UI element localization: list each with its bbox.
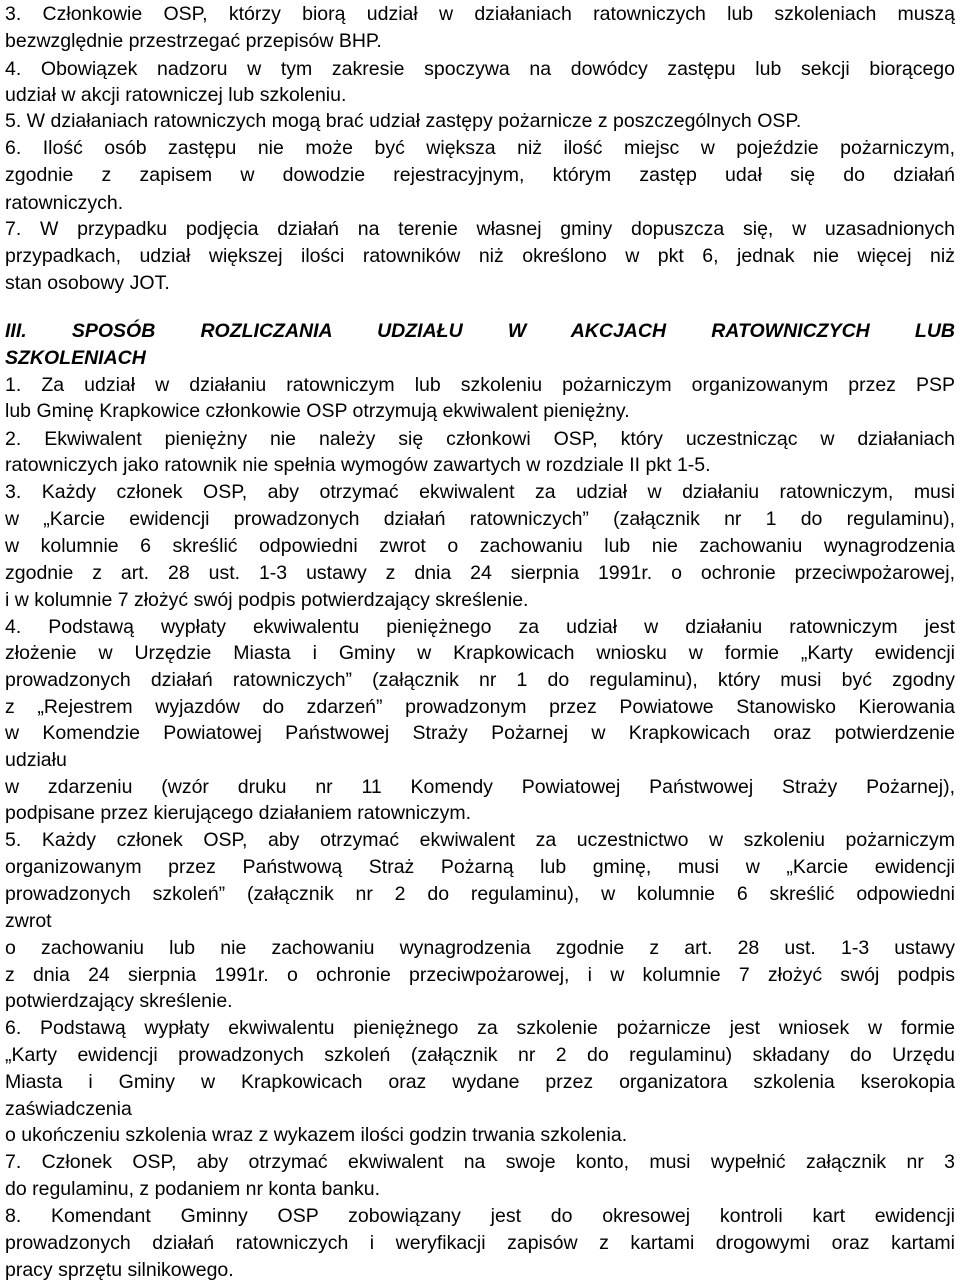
- paragraph-line: 7. Członek OSP, aby otrzymać ekwiwalent na swoje konto, musi wypełnić załącznik nr 3: [5, 1151, 955, 1173]
- paragraph-line: w kolumnie 6 skreślić odpowiedni zwrot o zachowaniu lub nie zachowaniu wynagrodzenia: [5, 535, 955, 557]
- paragraph-line: 8. Komendant Gminny OSP zobowiązany jest do okresowej kontroli kart ewidencji: [5, 1205, 955, 1227]
- paragraph-line: zgodnie z zapisem w dowodzie rejestracyjnym, którym zastęp udał się do działań: [5, 164, 955, 186]
- paragraph-line: bezwzględnie przestrzegać przepisów BHP.: [5, 30, 382, 52]
- paragraph-line: 3. Każdy członek OSP, aby otrzymać ekwiwalent za udział w działaniu ratowniczym, musi: [5, 481, 955, 503]
- paragraph-line: 2. Ekwiwalent pieniężny nie należy się członkowi OSP, który uczestnicząc w działaniach: [5, 428, 955, 450]
- paragraph-line: „Karty ewidencji prowadzonych szkoleń (załącznik nr 2 do regulaminu) składany do Urzędu: [5, 1044, 955, 1066]
- paragraph-line: 5. Każdy członek OSP, aby otrzymać ekwiwalent za uczestnictwo w szkoleniu pożarniczym: [5, 829, 955, 851]
- paragraph-line: w „Karcie ewidencji prowadzonych działań ratowniczych” (załącznik nr 1 do regulaminu),: [5, 508, 955, 530]
- paragraph-line: potwierdzający skreślenie.: [5, 990, 233, 1012]
- paragraph-line: 4. Obowiązek nadzoru w tym zakresie spoczywa na dowódcy zastępu lub sekcji biorącego: [5, 58, 955, 80]
- paragraph-line: organizowanym przez Państwową Straż Pożarną lub gminę, musi w „Karcie ewidencji: [5, 856, 955, 878]
- paragraph-line: zwrot: [5, 910, 52, 932]
- paragraph-line: z „Rejestrem wyjazdów do zdarzeń” prowadzonym przez Powiatowe Stanowisko Kierowania: [5, 696, 955, 718]
- paragraph-line: złożenie w Urzędzie Miasta i Gminy w Krapkowicach wniosku w formie „Karty ewidencji: [5, 642, 955, 664]
- paragraph-line: prowadzonych szkoleń” (załącznik nr 2 do regulaminu), w kolumnie 6 skreślić odpowiedni: [5, 883, 955, 905]
- paragraph-line: ratowniczych.: [5, 192, 124, 214]
- paragraph-line: o ukończeniu szkolenia wraz z wykazem ilości godzin trwania szkolenia.: [5, 1124, 628, 1146]
- section-heading-line: SZKOLENIACH: [5, 347, 146, 369]
- paragraph-line: w zdarzeniu (wzór druku nr 11 Komendy Powiatowej Państwowej Straży Pożarnej),: [5, 776, 955, 798]
- paragraph-line: stan osobowy JOT.: [5, 272, 170, 294]
- paragraph-line: udziału: [5, 749, 67, 771]
- paragraph-line: 1. Za udział w działaniu ratowniczym lub szkoleniu pożarniczym organizowanym przez PSP: [5, 374, 955, 396]
- paragraph-line: do regulaminu, z podaniem nr konta banku.: [5, 1178, 381, 1200]
- paragraph-line: 6. Podstawą wypłaty ekwiwalentu pieniężnego za szkolenie pożarnicze jest wniosek w formie: [5, 1017, 955, 1039]
- paragraph-line: 6. Ilość osób zastępu nie może być większa niż ilość miejsc w pojeździe pożarniczym,: [5, 137, 955, 159]
- paragraph-line: udział w akcji ratowniczej lub szkoleniu.: [5, 84, 347, 106]
- paragraph-line: prowadzonych działań ratowniczych” (załącznik nr 1 do regulaminu), który musi być zgodny: [5, 669, 955, 691]
- paragraph-line: zaświadczenia: [5, 1098, 132, 1120]
- paragraph-line: ratowniczych jako ratownik nie spełnia wymogów zawartych w rozdziale II pkt 1-5.: [5, 454, 711, 476]
- paragraph-line: prowadzonych działań ratowniczych i weryfikacji zapisów z kartami drogowymi oraz kartami: [5, 1232, 955, 1254]
- paragraph-line: przypadkach, udział większej ilości ratowników niż określono w pkt 6, jednak nie więcej niż: [5, 245, 955, 267]
- paragraph-line: 7. W przypadku podjęcia działań na terenie własnej gminy dopuszcza się, w uzasadnionych: [5, 218, 955, 240]
- paragraph-line: Miasta i Gminy w Krapkowicach oraz wydane przez organizatora szkolenia kserokopia: [5, 1071, 955, 1093]
- paragraph-line: 3. Członkowie OSP, którzy biorą udział w działaniach ratowniczych lub szkoleniach muszą: [5, 3, 955, 25]
- paragraph-line: w Komendzie Powiatowej Państwowej Straży Pożarnej w Krapkowicach oraz potwierdzenie: [5, 722, 955, 744]
- paragraph-line: zgodnie z art. 28 ust. 1-3 ustawy z dnia 24 sierpnia 1991r. o ochronie przeciwpożarowej,: [5, 562, 955, 584]
- paragraph-line: 4. Podstawą wypłaty ekwiwalentu pieniężnego za udział w działaniu ratowniczym jest: [5, 616, 955, 638]
- paragraph-line: o zachowaniu lub nie zachowaniu wynagrodzenia zgodnie z art. 28 ust. 1-3 ustawy: [5, 937, 955, 959]
- paragraph-line: lub Gminę Krapkowice członkowie OSP otrzymują ekwiwalent pieniężny.: [5, 400, 630, 422]
- paragraph-line: 5. W działaniach ratowniczych mogą brać udział zastępy pożarnicze z poszczególnych OSP.: [5, 110, 802, 132]
- paragraph-line: z dnia 24 sierpnia 1991r. o ochronie przeciwpożarowej, i w kolumnie 7 złożyć swój podpis: [5, 964, 955, 986]
- paragraph-line: pracy sprzętu silnikowego.: [5, 1259, 234, 1281]
- paragraph-line: podpisane przez kierującego działaniem ratowniczym.: [5, 802, 472, 824]
- section-heading-line: III. SPOSÓB ROZLICZANIA UDZIAŁU W AKCJACH RATOWNICZYCH LUB: [5, 320, 955, 342]
- paragraph-line: i w kolumnie 7 złożyć swój podpis potwierdzający skreślenie.: [5, 589, 529, 611]
